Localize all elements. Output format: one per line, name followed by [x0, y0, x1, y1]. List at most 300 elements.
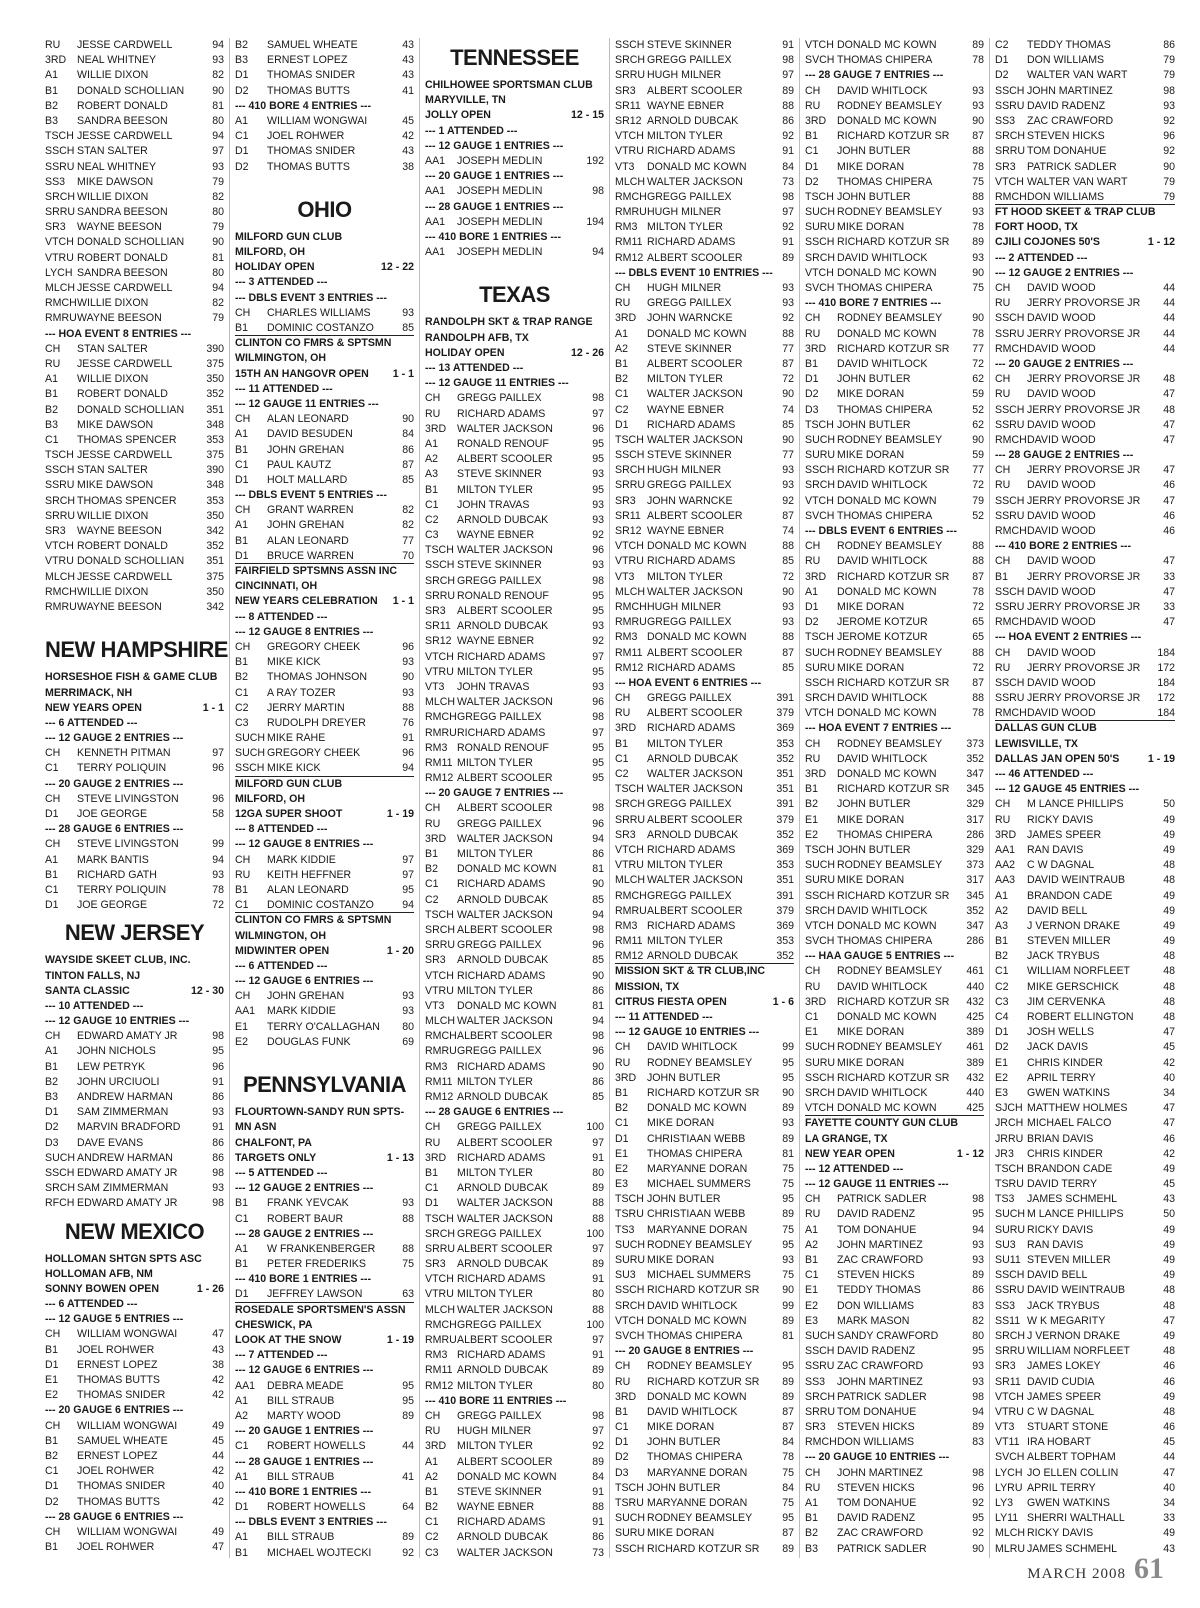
class-code: TSCH [425, 544, 454, 557]
score: 49 [1163, 828, 1175, 841]
class-code: SSRU [995, 1284, 1025, 1297]
score: 88 [972, 145, 984, 158]
result-row [235, 68, 414, 83]
class-code: E1 [805, 813, 818, 826]
section-header: --- 20 GAUGE 6 ENTRIES --- [45, 1404, 184, 1417]
shooter-name: JOEL ROHWER [77, 1465, 155, 1478]
score: 42 [402, 130, 414, 143]
shooter-name: WILLIAM WONGWAI [77, 1419, 178, 1432]
result-row [615, 1496, 794, 1511]
score: 90 [972, 312, 984, 325]
class-code: SSRU [45, 479, 75, 492]
result-row [805, 448, 984, 463]
score: 75 [782, 1466, 794, 1479]
class-code: A1 [235, 1531, 248, 1544]
section-header: --- 3 ATTENDED --- [235, 276, 328, 289]
score: 97 [212, 747, 224, 760]
score: 97 [592, 407, 604, 420]
shooter-name: JOHN TRAVAS [457, 498, 530, 511]
result-row [615, 281, 794, 296]
result-row [995, 554, 1175, 569]
state-heading: OHIO [297, 196, 352, 222]
score: 85 [782, 661, 794, 674]
result-row [805, 1010, 984, 1025]
score: 93 [592, 468, 604, 481]
shooter-name: RAN DAVIS [1027, 1238, 1084, 1251]
class-code: C3 [995, 995, 1009, 1008]
class-code: RU [995, 813, 1011, 826]
score: 34 [1163, 1086, 1175, 1099]
result-row [425, 1196, 604, 1211]
score: 49 [212, 1419, 224, 1432]
result-row [805, 1101, 984, 1116]
shooter-name: RICKY DAVIS [1027, 813, 1094, 826]
shooter-name: DON WILLIAMS [837, 1436, 915, 1449]
shooter-name: MILTON TYLER [647, 373, 723, 386]
result-row [615, 494, 794, 509]
shooter-name: PETER FREDERIKS [267, 1258, 366, 1271]
class-code: SURU [805, 1056, 836, 1069]
section-header: --- 13 ATTENDED --- [425, 362, 524, 374]
section-header: --- DBLS EVENT 6 ENTRIES --- [805, 525, 957, 537]
score: 49 [1163, 935, 1175, 948]
issue-date: MARCH 2008 [1027, 1566, 1126, 1582]
score: 44 [212, 1449, 224, 1462]
class-code: RMCH [425, 1030, 457, 1043]
result-row [615, 1192, 794, 1207]
result-row [425, 1485, 604, 1500]
shooter-name: JACK TRYBUS [1027, 1299, 1100, 1312]
event-header [615, 995, 794, 1010]
score: 82 [402, 519, 414, 532]
result-row [45, 1029, 224, 1044]
shooter-name: JOEL ROHWER [267, 130, 345, 143]
result-row [615, 1132, 794, 1147]
shooter-name: RICHARD ADAMS [647, 236, 736, 249]
shooter-name: GWEN WATKINS [1027, 1086, 1110, 1099]
score: 351 [776, 768, 794, 780]
club-location: FORT HOOD, TX [995, 221, 1078, 234]
shooter-name: ARNOLD DUBCAK [457, 954, 549, 967]
class-code: VTCH [805, 707, 834, 720]
class-code: VTRU [425, 984, 454, 997]
shooter-name: HUGH MILNER [647, 464, 722, 477]
event-date: 1 - 12 [956, 1147, 984, 1160]
score: 93 [782, 1254, 794, 1266]
shooter-name: RICHARD ADAMS [647, 145, 736, 158]
shooter-name: MARTY WOOD [267, 1409, 341, 1422]
result-row [45, 144, 224, 159]
score: 58 [212, 808, 224, 820]
section-header: --- DBLS EVENT 3 ENTRIES --- [235, 1516, 387, 1529]
class-code: SSCH [995, 1269, 1025, 1282]
class-code: TSCH [615, 783, 644, 796]
result-row [805, 175, 984, 190]
result-row [235, 1379, 414, 1394]
score: 96 [592, 817, 604, 830]
score: 83 [972, 1436, 984, 1449]
shooter-name: JOHN NICHOLS [77, 1045, 156, 1058]
class-code: D2 [995, 69, 1009, 82]
class-code: B3 [235, 54, 248, 67]
section-header: --- DBLS EVENT 5 ENTRIES --- [235, 489, 387, 502]
shooter-name: NEAL WHITNEY [77, 160, 157, 173]
result-row [615, 1268, 794, 1283]
score: 91 [592, 1349, 604, 1362]
score: 93 [782, 464, 794, 477]
shooter-name: WILLIE DIXON [77, 373, 149, 386]
result-row [615, 1223, 794, 1238]
shooter-name: THOMAS CHIPERA [647, 1147, 743, 1160]
score: 390 [206, 342, 224, 355]
event-name: LOOK AT THE SNOW [235, 1334, 342, 1346]
class-code: C2 [615, 403, 629, 416]
class-code: B1 [805, 1512, 818, 1525]
score: 44 [1163, 327, 1175, 340]
shooter-name: GREGG PAILLEX [647, 54, 732, 67]
score: 98 [972, 1466, 984, 1479]
shooter-name: PATRICK SADLER [1027, 160, 1117, 173]
class-code: RMCH [995, 433, 1027, 446]
score: 184 [1157, 646, 1175, 659]
shooter-name: ZAC CRAWFORD [837, 1254, 924, 1266]
class-code: RM12 [615, 950, 644, 963]
class-code: SSCH [995, 585, 1025, 598]
class-code: LYCH [995, 1466, 1023, 1479]
shooter-name: RICHARD ADAMS [457, 1273, 546, 1286]
score: 77 [782, 342, 794, 355]
result-row [45, 190, 224, 205]
class-code: CH [995, 555, 1011, 568]
shooter-name: TOM DONAHUE [837, 1405, 917, 1418]
score: 352 [206, 540, 224, 553]
score: 98 [592, 574, 604, 587]
section-header: --- 20 GAUGE 2 ENTRIES --- [995, 357, 1134, 370]
shooter-name: JOSH WELLS [1027, 1026, 1095, 1039]
shooter-name: M LANCE PHILLIPS [1027, 1208, 1124, 1221]
result-row [235, 1394, 414, 1409]
class-code: VTCH [615, 1314, 644, 1327]
class-code: RMCH [995, 525, 1027, 537]
score: 89 [592, 1258, 604, 1271]
shooter-name: MARK MASON [837, 1314, 910, 1327]
score: 75 [782, 1178, 794, 1191]
class-code: RMCH [45, 585, 77, 598]
shooter-name: DAVID WOOD [1027, 418, 1096, 431]
class-code: SR3 [995, 1360, 1016, 1373]
class-code: VTCH [45, 236, 74, 249]
section-header: --- 20 GAUGE 7 ENTRIES --- [425, 787, 564, 800]
result-row [615, 706, 794, 721]
class-code: VT3 [995, 1421, 1015, 1434]
shooter-name: WALTER JACKSON [647, 783, 743, 796]
score: 79 [1163, 69, 1175, 82]
result-row [805, 646, 984, 661]
class-code: SSCH [45, 464, 75, 477]
result-row [425, 1044, 604, 1059]
result-row [805, 1071, 984, 1086]
score: 90 [782, 388, 794, 401]
score: 375 [206, 449, 224, 462]
event-header [235, 367, 414, 382]
score: 78 [972, 327, 984, 340]
state-heading: NEW JERSEY [64, 920, 205, 946]
result-row [805, 494, 984, 509]
class-code: SRCH [45, 190, 76, 203]
score: 92 [592, 1440, 604, 1453]
club-name: FLOURTOWN-SANDY RUN SPTS- [235, 1106, 405, 1119]
score: 95 [782, 1512, 794, 1525]
class-code: B1 [45, 388, 58, 401]
class-code: CH [805, 84, 821, 97]
result-row [615, 889, 794, 904]
class-code: RMCH [995, 707, 1027, 720]
result-row [615, 904, 794, 919]
shooter-name: GREGG PAILLEX [457, 1409, 542, 1422]
class-code: C1 [615, 1117, 629, 1130]
class-code: SUCH [805, 206, 836, 219]
shooter-name: GREGG PAILLEX [457, 1121, 542, 1134]
score: 87 [782, 1421, 794, 1434]
result-row [995, 84, 1175, 99]
score: 286 [966, 935, 984, 948]
shooter-name: JERRY PROVORSE JR [1027, 661, 1141, 674]
shooter-name: MIKE GERSCHICK [1027, 980, 1119, 993]
section-header: --- 12 GAUGE 11 ENTRIES --- [235, 397, 379, 410]
class-code: SRRU [425, 1242, 456, 1255]
class-code: SVCH [805, 935, 835, 948]
result-row [425, 1546, 604, 1558]
shooter-name: RICKY DAVIS [1027, 1527, 1094, 1540]
score: 42 [1163, 1056, 1175, 1069]
section-header: --- 12 GAUGE 2 ENTRIES --- [45, 732, 184, 745]
class-code: RMRU [425, 726, 457, 739]
result-row [45, 1464, 224, 1479]
result-row [995, 1223, 1175, 1238]
result-row [45, 1479, 224, 1494]
shooter-name: ROBERT DONALD [77, 99, 168, 112]
score: 369 [776, 722, 794, 735]
result-row [615, 220, 794, 235]
shooter-name: ARNOLD DUBCAK [647, 114, 739, 127]
shooter-name: ROBERT DONALD [77, 388, 168, 401]
result-row [615, 752, 794, 767]
shooter-name: ALBERT SCOOLER [457, 1030, 553, 1043]
shooter-name: DAVID WHITLOCK [837, 980, 928, 993]
shooter-name: NEAL WHITNEY [77, 54, 157, 67]
shooter-name: DONALD MC KOWN [837, 768, 937, 780]
score: 80 [212, 114, 224, 127]
class-code: SRCH [805, 479, 836, 492]
shooter-name: ALBERT SCOOLER [647, 904, 743, 917]
section-header: --- 6 ATTENDED --- [45, 1298, 138, 1311]
class-code: TS3 [615, 1223, 635, 1236]
shooter-name: JERRY PROVORSE JR [1027, 403, 1141, 416]
shooter-name: RODNEY BEAMSLEY [837, 859, 943, 872]
class-code: A1 [615, 327, 628, 340]
class-code: B1 [45, 868, 58, 881]
shooter-name: HUGH MILNER [647, 69, 722, 82]
state-heading: NEW HAMPSHIRE [45, 637, 228, 663]
score: 85 [782, 555, 794, 568]
score: 47 [1163, 585, 1175, 598]
shooter-name: PATRICK SADLER [837, 1542, 927, 1555]
result-row [425, 154, 604, 169]
class-code: C1 [805, 1011, 819, 1023]
result-row [425, 1136, 604, 1151]
shooter-name: JESSE CARDWELL [77, 570, 173, 583]
result-row [995, 661, 1175, 676]
score: 86 [592, 1531, 604, 1544]
result-row [425, 726, 604, 741]
shooter-name: DAVID WEINTRAUB [1027, 874, 1126, 887]
score: 90 [212, 84, 224, 97]
score: 91 [592, 1485, 604, 1498]
result-row [45, 342, 224, 357]
club-name: DALLAS GUN CLUB [995, 722, 1097, 735]
class-code: TSCH [995, 1162, 1024, 1175]
result-row [615, 1450, 794, 1465]
score: 72 [972, 357, 984, 370]
class-code: SS3 [995, 1299, 1016, 1312]
score: 46 [1163, 1360, 1175, 1373]
score: 93 [1163, 99, 1175, 112]
result-row [425, 650, 604, 665]
shooter-name: DON WILLIAMS [1027, 54, 1105, 67]
result-row [45, 205, 224, 220]
shooter-name: JERRY MARTIN [267, 701, 345, 714]
shooter-name: JOHN BUTLER [647, 1436, 721, 1449]
section-header: --- 12 GAUGE 45 ENTRIES --- [995, 783, 1140, 796]
class-code: SRRU [995, 1345, 1026, 1358]
shooter-name: MIKE DORAN [837, 1026, 905, 1039]
result-row [805, 676, 984, 691]
score: 93 [782, 479, 794, 492]
result-row [425, 1348, 604, 1363]
shooter-name: DAVID RADENZ [837, 1512, 916, 1525]
event-date: 1 - 12 [1147, 236, 1175, 249]
result-row [995, 478, 1175, 493]
result-row [45, 1196, 224, 1211]
club-location: CHESWICK, PA [235, 1318, 313, 1331]
shooter-name: RICHARD ADAMS [647, 555, 736, 568]
shooter-name: ALBERT SCOOLER [457, 1242, 553, 1255]
result-row [425, 391, 604, 406]
class-code: D2 [45, 1495, 59, 1508]
score: 100 [586, 1227, 604, 1240]
class-code: LYCH [45, 266, 73, 279]
shooter-name: WILLIE DIXON [77, 585, 149, 598]
score: 82 [212, 69, 224, 82]
class-code: C1 [235, 899, 249, 912]
class-code: SRCH [425, 1227, 456, 1240]
class-code: CH [235, 504, 251, 517]
result-row [615, 1147, 794, 1162]
shooter-name: JAMES LOKEY [1027, 1360, 1101, 1373]
score: 92 [402, 1546, 414, 1558]
score: 45 [1163, 1436, 1175, 1449]
result-row [995, 1344, 1175, 1359]
result-row [805, 509, 984, 524]
shooter-name: ALAN LEONARD [267, 534, 349, 547]
score: 84 [592, 1470, 604, 1483]
shooter-name: MIKE DORAN [837, 160, 905, 173]
result-row [995, 1101, 1175, 1116]
shooter-name: JERRY PROVORSE JR [1027, 600, 1141, 613]
shooter-name: MIKE KICK [267, 656, 321, 669]
shooter-name: MIKE DORAN [837, 813, 905, 826]
score: 90 [972, 433, 984, 446]
class-code: TSCH [805, 843, 834, 856]
class-code: RM12 [615, 251, 644, 264]
result-row [235, 549, 414, 564]
class-code: D2 [805, 616, 819, 629]
result-row [45, 746, 224, 761]
shooter-name: MILTON TYLER [457, 665, 533, 678]
score: 86 [592, 1075, 604, 1088]
shooter-name: RODNEY BEAMSLEY [837, 965, 943, 978]
section-header: --- 12 GAUGE 11 ENTRIES --- [425, 377, 569, 390]
score: 95 [782, 1071, 794, 1084]
score: 42 [1163, 1147, 1175, 1160]
score: 85 [402, 473, 414, 486]
result-row [235, 1470, 414, 1485]
result-row [615, 691, 794, 706]
score: 90 [972, 266, 984, 279]
shooter-name: JOE GEORGE [77, 899, 148, 912]
club-location: MILFORD, OH [235, 792, 306, 805]
shooter-name: JOHN WARNCKE [647, 494, 733, 507]
score: 94 [972, 1405, 984, 1418]
result-row [45, 853, 224, 868]
class-code: E2 [995, 1071, 1008, 1084]
result-row [995, 980, 1175, 995]
shooter-name: DOMINIC COSTANZO [267, 899, 374, 912]
score: 95 [592, 665, 604, 678]
score: 89 [592, 1182, 604, 1195]
shooter-name: SHERRI WALTHALL [1027, 1512, 1125, 1525]
score: 94 [592, 908, 604, 921]
result-row [45, 114, 224, 129]
class-code: VTRU [615, 859, 644, 872]
result-row [425, 1212, 604, 1227]
score: 94 [212, 130, 224, 143]
class-code: E1 [805, 1026, 818, 1039]
result-row [235, 716, 414, 731]
class-code: E1 [805, 1284, 818, 1297]
shooter-name: JERRY PROVORSE JR [1027, 570, 1141, 583]
result-row [425, 1287, 604, 1302]
class-code: CH [45, 1030, 61, 1043]
shooter-name: JOHN BUTLER [647, 1071, 721, 1084]
shooter-name: JESSE CARDWELL [77, 449, 173, 462]
class-code: SSCH [805, 236, 835, 249]
class-code: RU [615, 1375, 631, 1388]
shooter-name: DAVID WOOD [1027, 509, 1096, 522]
result-row [45, 448, 224, 463]
class-code: RU [425, 817, 441, 830]
score: 89 [972, 39, 984, 51]
shooter-name: MILTON TYLER [457, 1288, 533, 1301]
result-row [615, 1420, 794, 1435]
shooter-name: JO ELLEN COLLIN [1027, 1466, 1119, 1479]
class-code: D1 [995, 1026, 1009, 1039]
score: 74 [782, 403, 794, 416]
shooter-name: WALTER VAN WART [1027, 69, 1128, 82]
class-code: SUCH [805, 646, 836, 659]
result-row [615, 372, 794, 387]
shooter-name: ROBERT DONALD [77, 540, 168, 553]
